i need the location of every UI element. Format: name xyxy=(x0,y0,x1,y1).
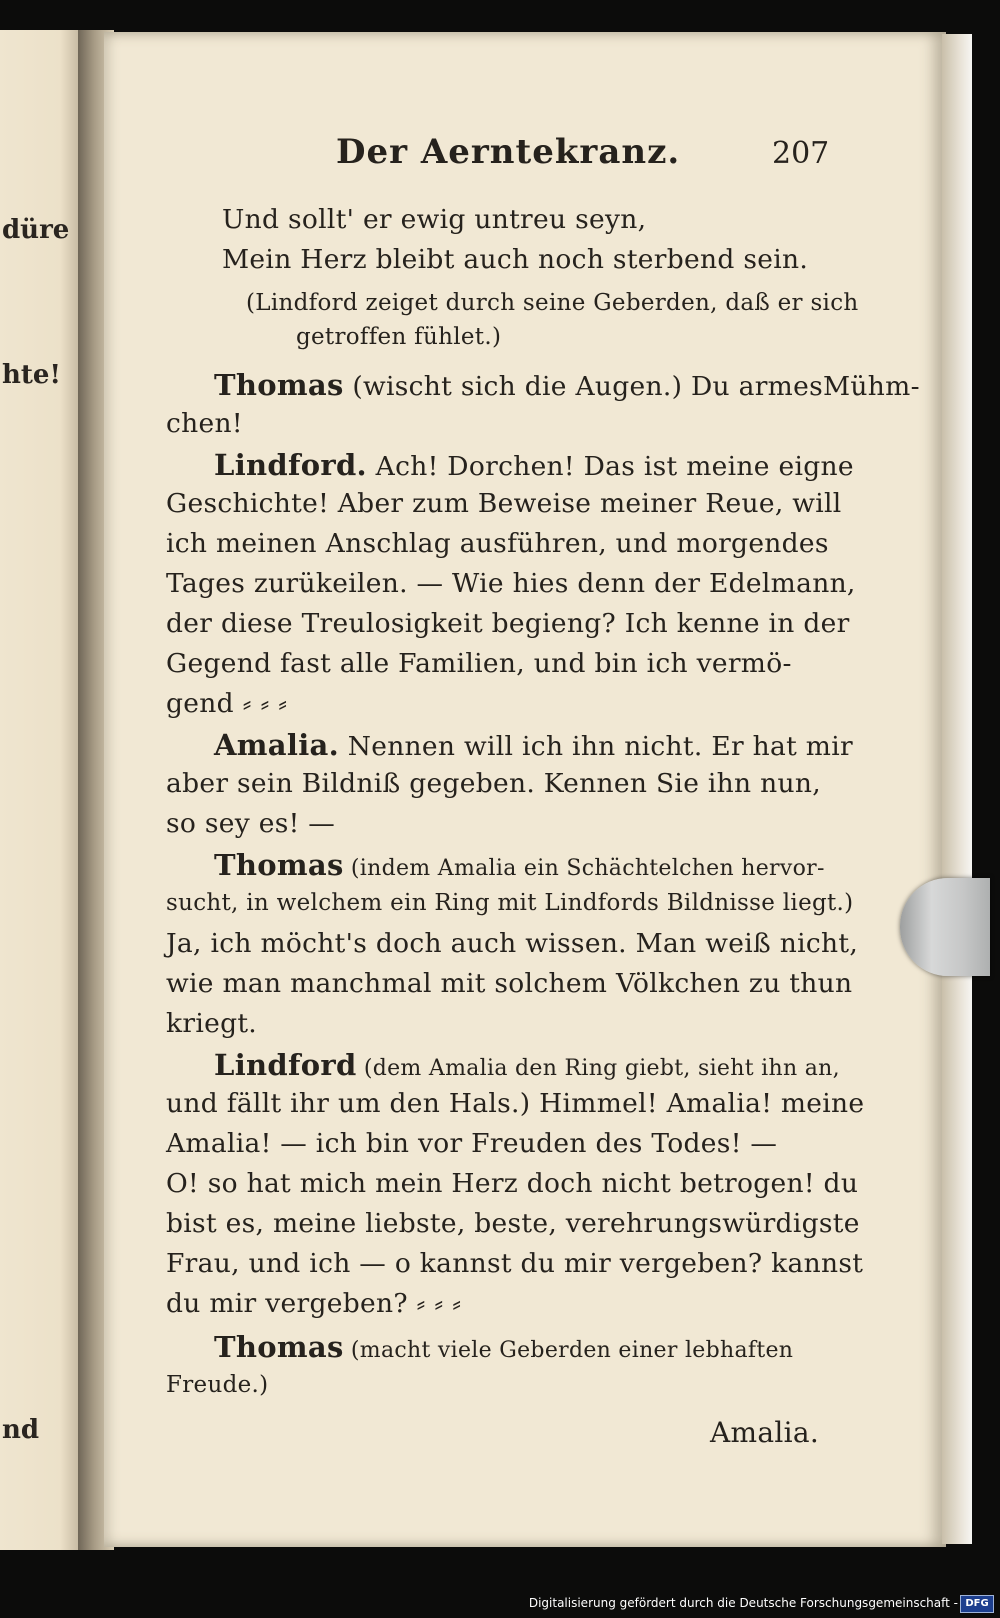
left-page-fragment: düre xyxy=(2,215,70,245)
speaker-name: Lindford. xyxy=(214,448,367,482)
text-line: Gegend fast alle Familien, und bin ich vermö- xyxy=(166,648,792,679)
stage-direction: getroffen fühlet.) xyxy=(296,324,502,350)
text-line: bist es, meine liebste, beste, verehrungswürdigste xyxy=(166,1208,860,1239)
left-page-edge xyxy=(0,30,86,1550)
dialogue-line: Thomas (indem Amalia ein Schächtelchen hervor- xyxy=(214,848,825,882)
text-line: Amalia! — ich bin vor Freuden des Todes! — xyxy=(166,1128,778,1159)
dialogue-line: Thomas (wischt sich die Augen.) Du armesMühm- xyxy=(214,368,920,402)
text-line: der diese Treulosigkeit begieng? Ich kenne in der xyxy=(166,608,850,639)
left-page-fragment: hte! xyxy=(2,360,61,390)
page-number: 207 xyxy=(772,136,830,171)
speaker-name: Amalia. xyxy=(214,728,339,762)
page-clip xyxy=(900,878,990,976)
text-line: so sey es! — xyxy=(166,808,336,839)
dialogue-line: Lindford. Ach! Dorchen! Das ist meine eigne xyxy=(214,448,854,482)
text-line: kriegt. xyxy=(166,1008,258,1039)
text-line: Geschichte! Aber zum Beweise meiner Reue, will xyxy=(166,488,842,519)
page-edge xyxy=(942,34,972,1544)
speaker-name: Thomas xyxy=(214,848,344,882)
text-line: wie man manchmal mit solchem Völkchen zu thun xyxy=(166,968,853,999)
speaker-name: Lindford xyxy=(214,1048,357,1082)
stage-direction: (Lindford zeiget durch seine Geberden, daß er sich xyxy=(246,290,859,316)
left-page-fragment: nd xyxy=(2,1415,40,1445)
text-line: du mir vergeben? ⸗ ⸗ ⸗ xyxy=(166,1288,462,1319)
speaker-name: Thomas xyxy=(214,368,344,402)
stage-direction: Freude.) xyxy=(166,1372,269,1398)
text-line: Tages zurükeilen. — Wie hies denn der Edelmann, xyxy=(166,568,856,599)
text-line: aber sein Bildniß gegeben. Kennen Sie ihn nun, xyxy=(166,768,821,799)
dfg-logo: DFG xyxy=(960,1595,994,1613)
catchword: Amalia. xyxy=(710,1416,820,1449)
text-line: Und sollt' er ewig untreu seyn, xyxy=(222,204,647,235)
text-line: Mein Herz bleibt auch noch sterbend sein. xyxy=(222,244,809,275)
dialogue-line: Thomas (macht viele Geberden einer lebhaften xyxy=(214,1330,794,1364)
text-line: O! so hat mich mein Herz doch nicht betrogen! du xyxy=(166,1168,859,1199)
speaker-name: Thomas xyxy=(214,1330,344,1364)
text-line: Frau, und ich — o kannst du mir vergeben? kannst xyxy=(166,1248,864,1279)
stage-direction: sucht, in welchem ein Ring mit Lindfords Bildnisse liegt.) xyxy=(166,890,854,916)
text-line: chen! xyxy=(166,408,243,439)
funding-credit: Digitalisierung gefördert durch die Deutsche Forschungsgemeinschaft - xyxy=(528,1596,958,1610)
text-line: Ja, ich möcht's doch auch wissen. Man weiß nicht, xyxy=(166,928,859,959)
dialogue-line: Lindford (dem Amalia den Ring giebt, sieht ihn an, xyxy=(214,1048,840,1082)
text-line: und fällt ihr um den Hals.) Himmel! Amalia! meine xyxy=(166,1088,865,1119)
text-line: ich meinen Anschlag ausführen, und morgendes xyxy=(166,528,829,559)
dialogue-line: Amalia. Nennen will ich ihn nicht. Er hat mir xyxy=(214,728,853,762)
text-line: gend ⸗ ⸗ ⸗ xyxy=(166,688,288,719)
running-head: Der Aerntekranz. xyxy=(336,132,681,172)
